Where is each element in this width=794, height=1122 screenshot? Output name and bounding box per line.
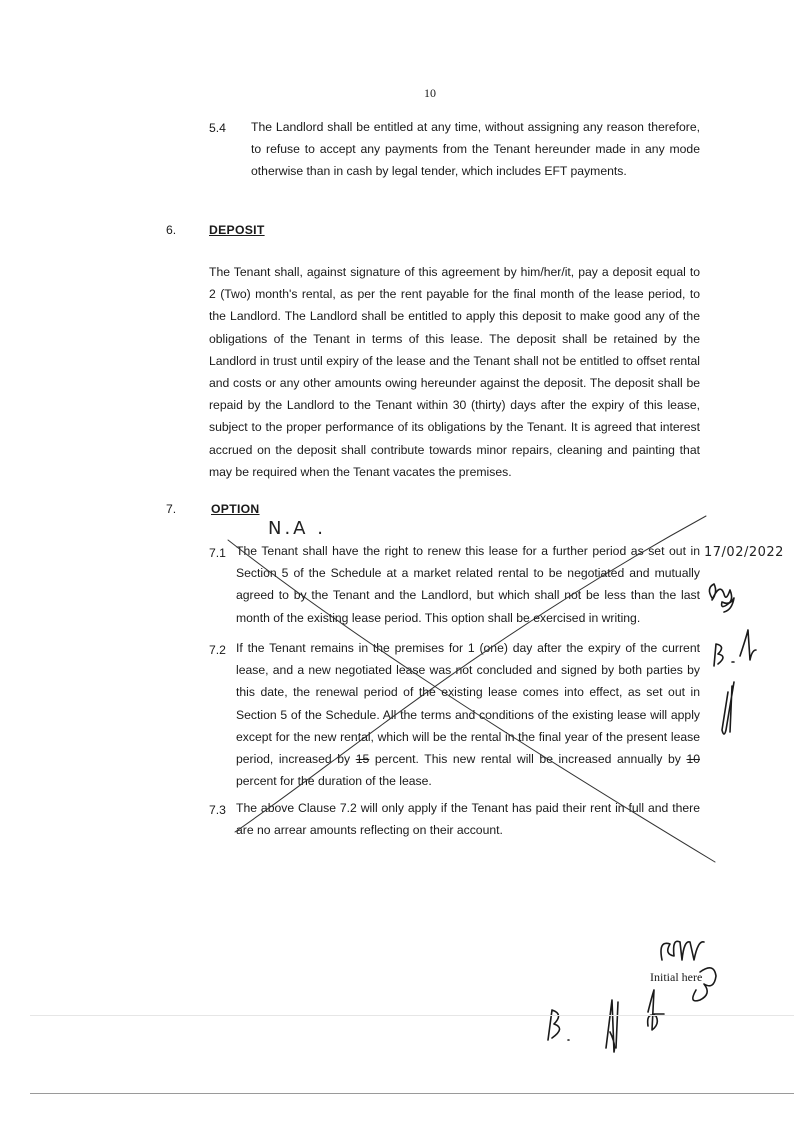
clause-5-4-text: The Landlord shall be entitled at any time, without assigning any reason therefore, to refuse to accept any payments from the Tenant hereunder made in any mode otherwise than in cash by legal tender, which includes EFT payments. xyxy=(251,120,700,179)
struck-percent-2: 10 xyxy=(686,752,700,767)
cross-out-stroke-2 xyxy=(235,516,706,832)
clause-7-2-part-1: If the Tenant remains in the premises for 1 (one) day after the expiry of the current lease, and a new negotiated lease was not concluded and signed by both parties by this date, the renewal period of the existing lease comes into effect, as set out in Section 5 of the Schedule. All the terms and conditions of the existing lease will apply except for the new rental, which will be the rental in the final year of the present lease period, increased by xyxy=(236,641,700,767)
bottom-signature-3 xyxy=(648,990,664,1030)
scan-line-2 xyxy=(30,1093,794,1094)
section-6-number: 6. xyxy=(166,223,177,237)
cross-out-stroke-1 xyxy=(228,540,715,862)
scan-line-1 xyxy=(30,1015,794,1016)
handwritten-date: 17/02/2022 xyxy=(704,545,784,560)
section-6-text: The Tenant shall, against signature of this agreement by him/her/it, pay a deposit equal to 2 (Two) month's rental, as per the rent payable for the final month of the lease period, to the Landlord. The Landlord shall be entitled to apply this deposit to make good any of the obligations of the Tenant in terms of this lease. The deposit shall be retained by the Landlord in trust until expiry of the lease and the Tenant shall not be entitled to offset rental and costs or any other amounts owing hereunder against the deposit. The deposit shall be repaid by the Landlord to the Tenant within 30 (thirty) days after the expiry of this lease, subject to the proper performance of its obligations by the Tenant. It is agreed that interest accrued on the deposit shall contribute towards minor repairs, cleaning and painting that may be required when the Tenant vacates the premises. xyxy=(209,265,700,479)
clause-7-3-number: 7.3 xyxy=(209,803,226,817)
page-number: 10 xyxy=(424,86,436,100)
bottom-signature-2 xyxy=(606,1000,618,1052)
clause-7-2-number: 7.2 xyxy=(209,643,226,657)
clause-5-4-number: 5.4 xyxy=(209,121,226,135)
signature-scribble-1 xyxy=(722,682,734,734)
section-7-number: 7. xyxy=(166,502,177,516)
clause-7-2-part-2: percent. This new rental will be increased annually by xyxy=(369,752,687,767)
struck-percent-1: 15 xyxy=(355,752,370,767)
initials-signature-1 xyxy=(709,584,734,612)
clause-7-1-text: The Tenant shall have the right to renew this lease for a further period as set out in Section 5 of the Schedule at a market related rental to be negotiated and mutually agreed to by the Tenant and the Landlord, but which shall not be less than the last month of the existing lease period. This option shall be exercised in writing. xyxy=(236,544,700,625)
clause-7-1-number: 7.1 xyxy=(209,546,226,560)
initial-here-label: Initial here xyxy=(650,970,703,984)
section-7-heading: OPTION xyxy=(211,502,260,516)
handwritten-na-note: N.A . xyxy=(268,518,326,539)
initials-signature-3 xyxy=(661,941,716,1001)
section-6-heading: DEPOSIT xyxy=(209,223,265,237)
initials-signature-2 xyxy=(714,630,756,666)
clause-7-2-part-3: percent for the duration of the lease. xyxy=(236,774,432,789)
clause-7-3-text: The above Clause 7.2 will only apply if the Tenant has paid their rent in full and there are no arrear amounts reflecting on their account. xyxy=(236,801,700,838)
